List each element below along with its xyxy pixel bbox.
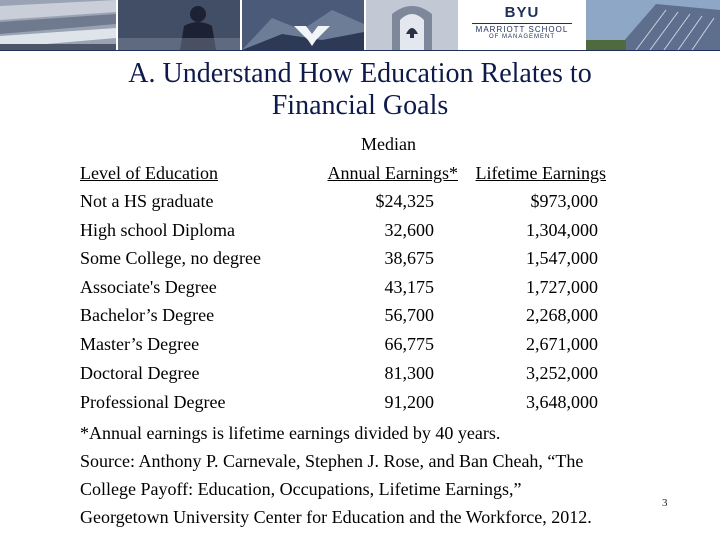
header-divider — [0, 50, 720, 51]
table-row — [0, 359, 720, 388]
row-lifetime: 2,671,000 — [526, 334, 598, 354]
row-level: Professional Degree — [80, 392, 226, 412]
row-lifetime: 1,304,000 — [526, 220, 598, 240]
row-annual: 91,200 — [384, 392, 434, 412]
logo-marriott: MARRIOTT SCHOOL — [475, 25, 569, 34]
row-annual: 56,700 — [384, 305, 434, 325]
table-row — [0, 187, 720, 216]
y-mountain-photo — [242, 0, 364, 50]
page-number: 3 — [662, 497, 668, 509]
row-annual: 66,775 — [384, 334, 434, 354]
row-annual: 38,675 — [384, 248, 434, 268]
row-level: Associate's Degree — [80, 277, 217, 297]
row-level: High school Diploma — [80, 220, 235, 240]
row-lifetime: 1,547,000 — [526, 248, 598, 268]
row-level: Not a HS graduate — [80, 191, 214, 211]
title-line-2: Financial Goals — [271, 90, 449, 121]
campus-building-photo — [586, 0, 720, 50]
row-level: Bachelor’s Degree — [80, 305, 215, 325]
table-row — [0, 388, 720, 417]
level-header: Level of Education — [80, 163, 218, 183]
title-line-1: A. Understand How Education Relates to — [128, 58, 592, 89]
row-annual: $24,325 — [375, 191, 434, 211]
statue-photo — [118, 0, 240, 50]
row-level: Master’s Degree — [80, 334, 200, 354]
row-annual: 32,600 — [384, 220, 434, 240]
row-lifetime: 3,252,000 — [526, 363, 598, 383]
row-lifetime: $973,000 — [530, 191, 598, 211]
table-row — [0, 273, 720, 302]
notes-block — [80, 419, 670, 531]
row-annual: 43,175 — [384, 277, 434, 297]
table-row — [0, 301, 720, 330]
table-row — [0, 244, 720, 273]
header-row — [0, 159, 720, 188]
building-photo — [0, 0, 116, 50]
row-annual: 81,300 — [384, 363, 434, 383]
row-level: Doctoral Degree — [80, 363, 200, 383]
footnote: *Annual earnings is lifetime earnings divided by 40 years. — [80, 423, 501, 443]
source-line-2: College Payoff: Education, Occupations, Lifetime Earnings,” — [80, 479, 522, 499]
lifetime-header: Lifetime Earnings — [475, 163, 606, 183]
logo-byu: BYU — [504, 4, 540, 21]
row-lifetime: 1,727,000 — [526, 277, 598, 297]
header-row-top — [0, 130, 720, 159]
table-row — [0, 330, 720, 359]
slide-title — [30, 58, 690, 122]
header-banner — [0, 0, 720, 50]
row-level: Some College, no degree — [80, 248, 261, 268]
table-row — [0, 216, 720, 245]
logo-management: OF MANAGEMENT — [488, 34, 555, 40]
row-lifetime: 2,268,000 — [526, 305, 598, 325]
bell-tower-photo — [366, 0, 458, 50]
source-line-3: Georgetown University Center for Education and the Workforce, 2012. — [80, 507, 592, 527]
source-line-1: Source: Anthony P. Carnevale, Stephen J. Rose, and Ban Cheah, “The — [80, 451, 584, 471]
median-header: Median — [361, 134, 416, 154]
row-lifetime: 3,648,000 — [526, 392, 598, 412]
annual-header: Annual Earnings* — [327, 163, 458, 183]
byu-marriott-logo — [460, 0, 584, 50]
